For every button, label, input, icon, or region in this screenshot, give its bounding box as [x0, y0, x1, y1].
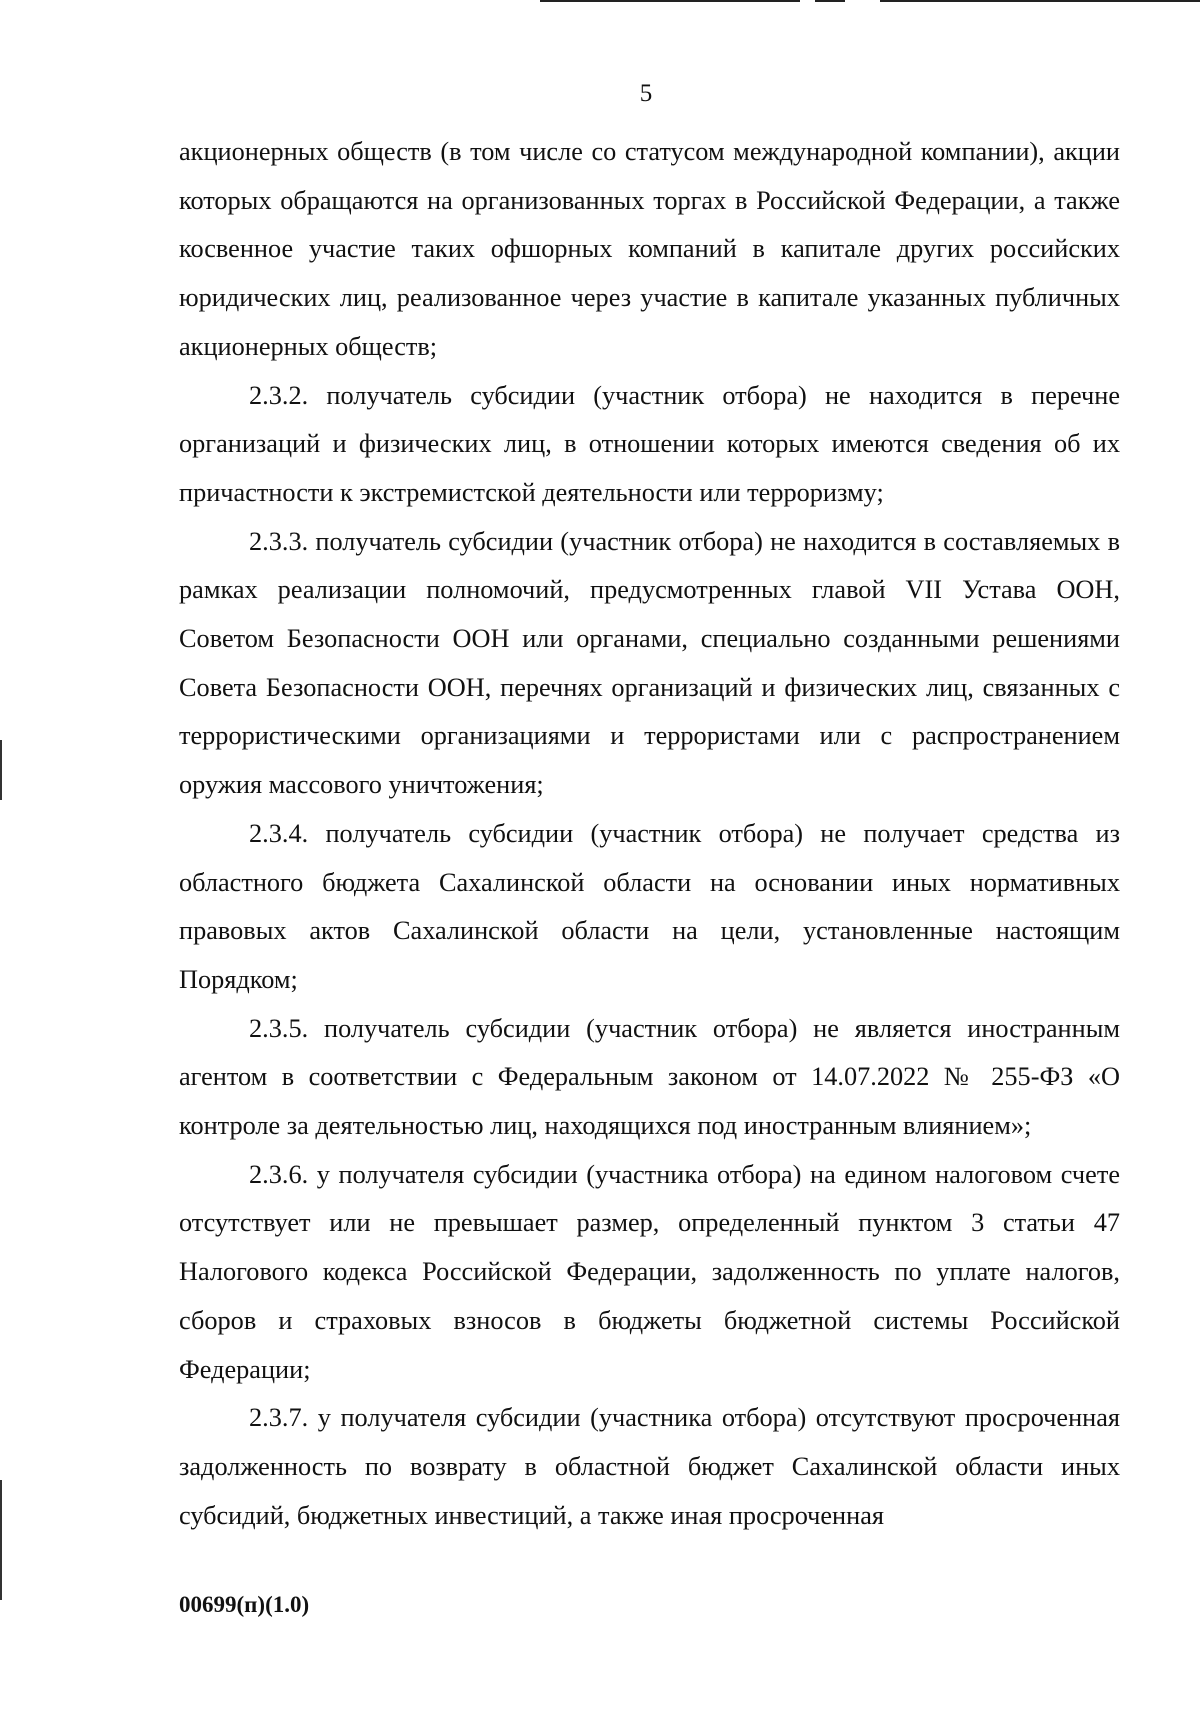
paragraph-continuation: акционерных обществ (в том числе со статусом международной компании), акции которых обращаются на организованных торгах в Российской Федерации, а также косвенное участие таких офшорных компаний в капитале других российских юридических лиц, реализованное через участие в капитале указанных публичных акционерных обществ;	[179, 137, 1120, 361]
scan-edge-line	[540, 0, 800, 2]
scan-edge-line	[880, 0, 1200, 2]
document-body	[179, 128, 1120, 1540]
paragraph-2-3-4: 2.3.4. получатель субсидии (участник отбора) не получает средства из областного бюджета Сахалинской области на основании иных нормативных правовых актов Сахалинской области на цели, установленные настоящим Порядком;	[179, 818, 1120, 994]
paragraph-2-3-5: 2.3.5. получатель субсидии (участник отбора) не является иностранным агентом в соответствии с Федеральным законом от 14.07.2022 № 255-ФЗ «О контроле за деятельностью лиц, находящихся под иностранным влиянием»;	[179, 1013, 1120, 1141]
scan-edge-line	[815, 0, 845, 2]
paragraph-2-3-6: 2.3.6. у получателя субсидии (участника отбора) на едином налоговом счете отсутствует или не превышает размер, определенный пунктом 3 статьи 47 Налогового кодекса Российской Федерации, задолженность по уплате налогов, сборов и страховых взносов в бюджеты бюджетной системы Российской Федерации;	[179, 1159, 1120, 1384]
document-code: 00699(п)(1.0)	[179, 1592, 310, 1617]
paragraph-2-3-2: 2.3.2. получатель субсидии (участник отбора) не находится в перечне организаций и физических лиц, в отношении которых имеются сведения об их причастности к экстремистской деятельности или терроризму;	[179, 380, 1120, 507]
paragraph-2-3-3: 2.3.3. получатель субсидии (участник отбора) не находится в составляемых в рамках реализации полномочий, предусмотренных главой VII Устава ООН, Советом Безопасности ООН или органами, специально созданными решениями Совета Безопасности ООН, перечнях организаций и физических лиц, связанных с террористическими организациями и террористами или с распространением оружия массового уничтожения;	[179, 526, 1120, 800]
scan-edge-mark	[0, 1480, 2, 1600]
paragraph-2-3-7: 2.3.7. у получателя субсидии (участника отбора) отсутствуют просроченная задолженность по возврату в областной бюджет Сахалинской области иных субсидий, бюджетных инвестиций, а также иная просроченная	[179, 1403, 1120, 1530]
scan-edge-mark	[0, 740, 2, 800]
page-number: 5	[639, 80, 653, 107]
